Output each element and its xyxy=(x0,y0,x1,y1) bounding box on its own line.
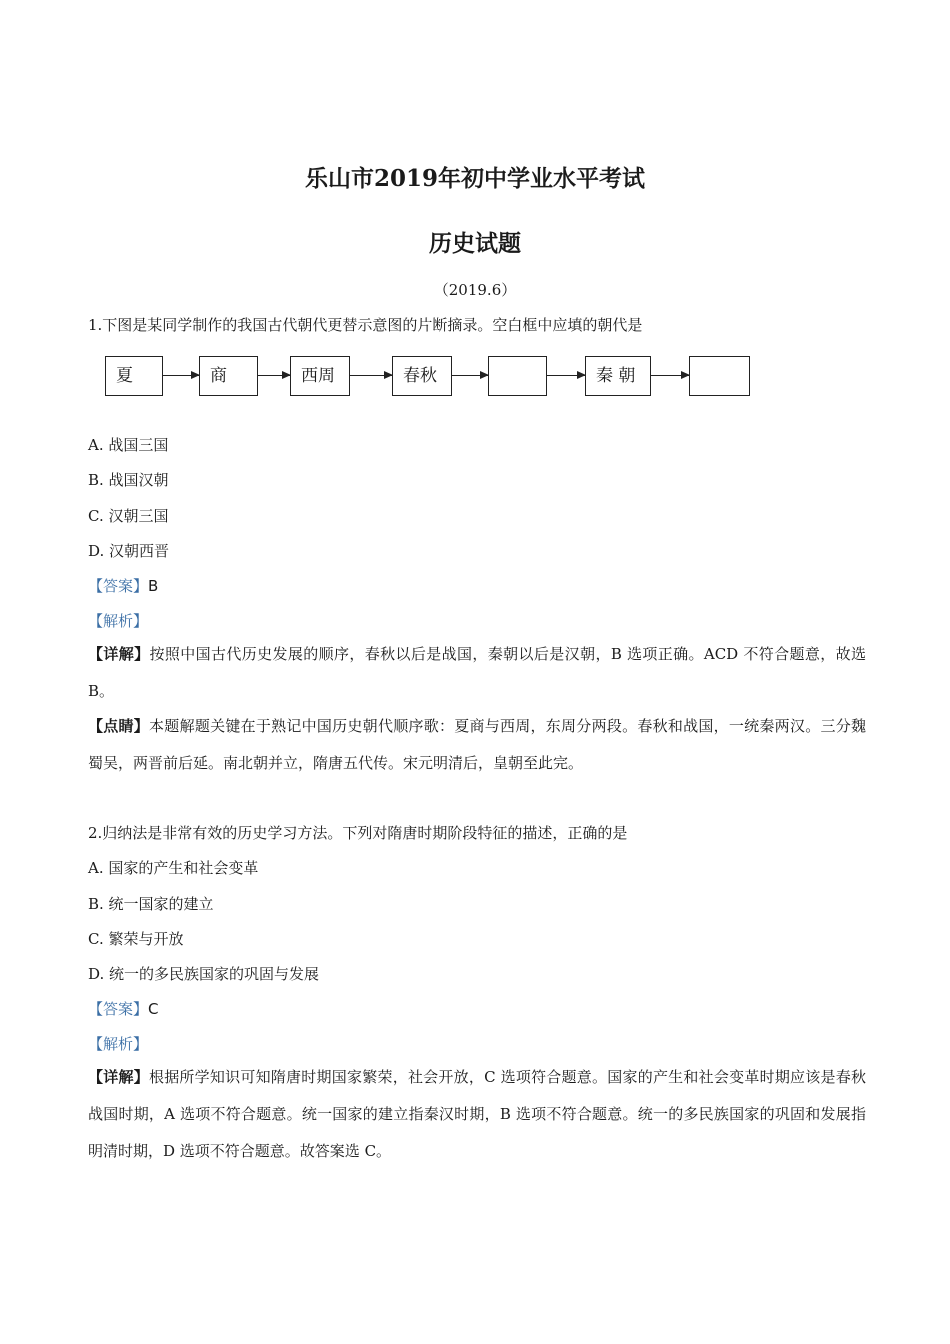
point-text: 本题解题关键在于熟记中国历史朝代顺序歌：夏商与西周，东周分两段。春秋和战国，一统秦两汉。三分魏蜀吴，两晋前后延。南北朝并立，隋唐五代传。宋元明清后，皇朝至此完。 xyxy=(88,717,866,772)
diagram-box-xizhou: 西周 xyxy=(290,356,350,396)
q2-option-d: D. 统一的多民族国家的巩固与发展 xyxy=(88,965,320,983)
answer-value: B xyxy=(148,577,159,595)
q2-option-a: A. 国家的产生和社会变革 xyxy=(88,859,259,877)
q1-analysis-tag: 【解析】 xyxy=(88,612,149,630)
diagram-box-qin: 秦 朝 xyxy=(585,356,651,396)
q1-answer xyxy=(88,575,158,596)
detail-text: 根据所学知识可知隋唐时期国家繁荣，社会开放，C 选项符合题意。国家的产生和社会变革时期应该是春秋战国时期，A 选项不符合题意。统一国家的建立指秦汉时期，B 选项不符合题意。统一的多民族国家的巩固和发展指明清时期，D 选项不符合题意。故答案选 C。 xyxy=(88,1068,866,1160)
q1-option-c: C. 汉朝三国 xyxy=(88,507,169,525)
detail-tag: 【详解】 xyxy=(88,1068,149,1086)
answer-tag: 【答案】 xyxy=(88,577,149,595)
diagram-box-xia: 夏 xyxy=(105,356,163,396)
q2-option-b: B. 统一国家的建立 xyxy=(88,895,214,913)
diagram-arrow xyxy=(350,375,392,376)
q2-detail xyxy=(88,1059,866,1170)
diagram-box-shang: 商 xyxy=(199,356,258,396)
point-tag: 【点睛】 xyxy=(88,717,150,735)
diagram-box-chunqiu: 春秋 xyxy=(392,356,452,396)
q1-option-d: D. 汉朝西晋 xyxy=(88,542,170,560)
q2-answer xyxy=(88,998,159,1019)
diagram-arrow xyxy=(452,375,488,376)
q2-option-c: C. 繁荣与开放 xyxy=(88,930,184,948)
answer-tag: 【答案】 xyxy=(88,1000,149,1018)
q2-analysis-tag: 【解析】 xyxy=(88,1035,149,1053)
detail-tag: 【详解】 xyxy=(88,645,150,663)
diagram-arrow xyxy=(258,375,290,376)
exam-title: 乐山市2019年初中学业水平考试 xyxy=(304,165,645,192)
q1-point xyxy=(88,708,866,782)
q1-detail xyxy=(88,636,866,710)
detail-text: 按照中国古代历史发展的顺序，春秋以后是战国，秦朝以后是汉朝，B 选项正确。ACD 不符合题意，故选 B。 xyxy=(88,645,866,700)
exam-subtitle: 历史试题 xyxy=(429,230,521,257)
q1-option-a: A. 战国三国 xyxy=(88,436,169,454)
q1-stem: 1.下图是某同学制作的我国古代朝代更替示意图的片断摘录。空白框中应填的朝代是 xyxy=(88,316,643,334)
exam-date: （2019.6） xyxy=(433,281,517,299)
diagram-arrow xyxy=(547,375,585,376)
diagram-box-blank-2 xyxy=(689,356,750,396)
q1-option-b: B. 战国汉朝 xyxy=(88,471,169,489)
q2-stem: 2.归纳法是非常有效的历史学习方法。下列对隋唐时期阶段特征的描述，正确的是 xyxy=(88,824,628,842)
diagram-arrow xyxy=(651,375,689,376)
diagram-box-blank-1 xyxy=(488,356,547,396)
diagram-arrow xyxy=(163,375,199,376)
answer-value: C xyxy=(148,1000,159,1018)
